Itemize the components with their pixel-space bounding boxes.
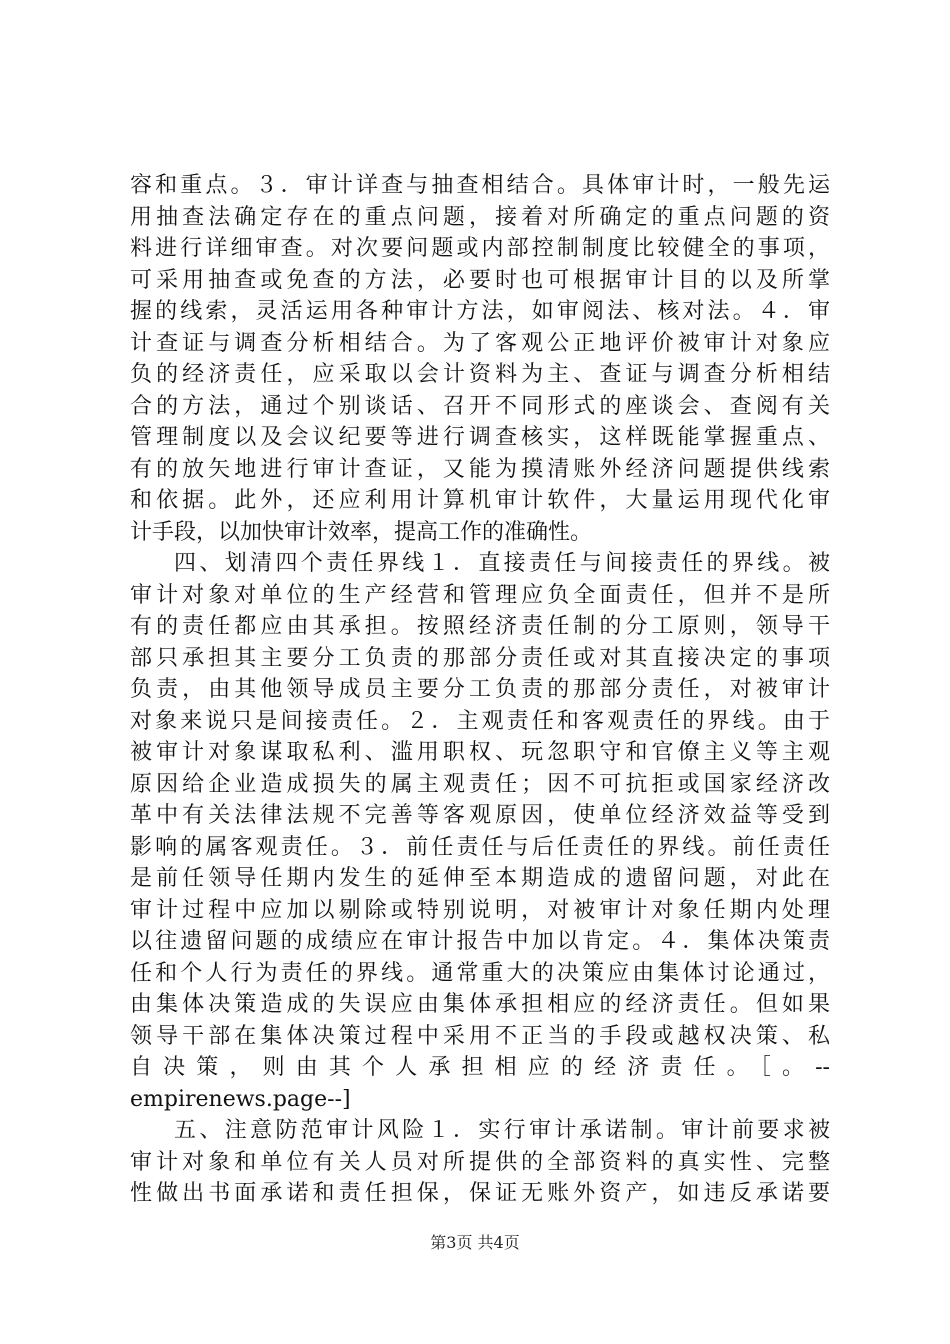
text-line: 领导干部在集体决策过程中采用不正当的手段或越权决策、私 bbox=[130, 1023, 830, 1049]
text-line: 影响的属客观责任。３．前任责任与后任责任的界线。前任责任 bbox=[130, 834, 830, 860]
text-line: 有的责任都应由其承担。按照经济责任制的分工原则，领导干 bbox=[130, 614, 830, 639]
text-line: 用抽查法确定存在的重点问题，接着对所确定的重点问题的资 bbox=[130, 204, 830, 230]
text-line: 和依据。此外，还应利用计算机审计软件，大量运用现代化审 bbox=[130, 488, 830, 513]
text-line: 对象来说只是间接责任。２．主观责任和客观责任的界线。由于 bbox=[130, 708, 830, 734]
body-text bbox=[130, 170, 830, 1210]
page-number-footer: 第3页 共4页 bbox=[430, 1233, 520, 1252]
text-line: 握的线索，灵活运用各种审计方法，如审阅法、核对法。４．审 bbox=[130, 299, 830, 324]
text-line: 审计过程中应加以剔除或特别说明，对被审计对象任期内处理 bbox=[130, 897, 830, 923]
text-line: 由集体决策造成的失误应由集体承担相应的经济责任。但如果 bbox=[130, 992, 830, 1017]
text-line: empirenews.page--] bbox=[130, 1086, 351, 1112]
text-line: 是前任领导任期内发生的延伸至本期造成的遗留问题，对此在 bbox=[130, 866, 830, 891]
text-line: 审计对象和单位有关人员对所提供的全部资料的真实性、完整 bbox=[130, 1149, 830, 1175]
text-line: 合的方法，通过个别谈话、召开不同形式的座谈会、查阅有关 bbox=[130, 393, 830, 419]
text-line: 审计对象对单位的生产经营和管理应负全面责任，但并不是所 bbox=[130, 582, 830, 608]
text-line: 负责，由其他领导成员主要分工负责的那部分责任，对被审计 bbox=[130, 677, 830, 702]
section-heading-line: 四、划清四个责任界线１．直接责任与间接责任的界线。被 bbox=[174, 551, 830, 576]
text-line: 可采用抽查或免查的方法，必要时也可根据审计目的以及所掌 bbox=[130, 267, 830, 293]
text-line: 计查证与调查分析相结合。为了客观公正地评价被审计对象应 bbox=[130, 330, 830, 356]
text-line: 以往遗留问题的成绩应在审计报告中加以肯定。４．集体决策责 bbox=[130, 929, 830, 954]
text-line: 容和重点。３．审计详查与抽查相结合。具体审计时，一般先运 bbox=[130, 173, 830, 198]
text-line: 性做出书面承诺和责任担保，保证无账外资产，如违反承诺要 bbox=[130, 1181, 830, 1206]
text-line: 管理制度以及会议纪要等进行调查核实，这样既能掌握重点、 bbox=[130, 425, 830, 450]
text-line: 原因给企业造成损失的属主观责任；因不可抗拒或国家经济改 bbox=[130, 771, 830, 797]
text-line: 有的放矢地进行审计查证，又能为摸清账外经济问题提供线索 bbox=[130, 456, 830, 482]
text-line: 被审计对象谋取私利、滥用职权、玩忽职守和官僚主义等主观 bbox=[130, 740, 830, 765]
text-line: 计手段，以加快审计效率，提高工作的准确性。 bbox=[130, 519, 593, 545]
text-line: 料进行详细审查。对次要问题或内部控制制度比较健全的事项， bbox=[130, 236, 830, 261]
text-line: 任和个人行为责任的界线。通常重大的决策应由集体讨论通过， bbox=[130, 960, 830, 986]
section-heading-line: 五、注意防范审计风险１．实行审计承诺制。审计前要求被 bbox=[174, 1118, 830, 1143]
text-line: 自决策，则由其个人承担相应的经济责任。［。-- bbox=[130, 1055, 830, 1080]
text-line: 革中有关法律法规不完善等客观原因，使单位经济效益等受到 bbox=[130, 803, 830, 828]
text-line: 负的经济责任，应采取以会计资料为主、查证与调查分析相结 bbox=[130, 362, 830, 387]
text-line: 部只承担其主要分工负责的那部分责任或对其直接决定的事项 bbox=[130, 645, 830, 671]
